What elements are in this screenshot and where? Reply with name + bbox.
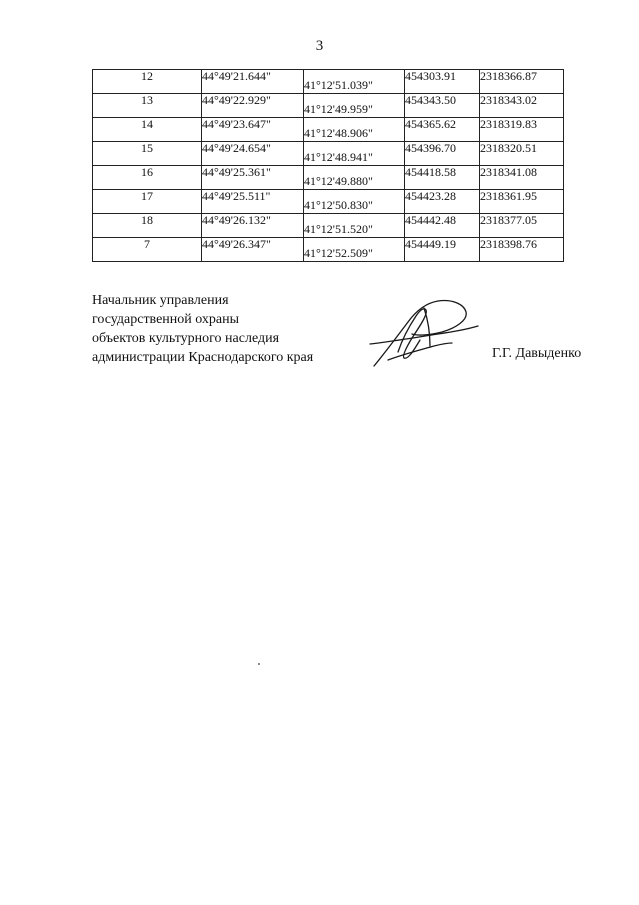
x-coordinate-cell: 454343.50 [405,94,480,118]
x-coordinate-cell: 454303.91 [405,70,480,94]
table-row [93,142,564,166]
point-number-cell: 7 [93,238,202,262]
point-number-cell: 15 [93,142,202,166]
y-coordinate-cell: 2318398.76 [480,238,564,262]
longitude-cell [304,118,405,142]
longitude-text: 41°12'51.039" [304,78,373,92]
latitude-cell: 44°49'26.132" [202,214,304,238]
latitude-cell: 44°49'26.347" [202,238,304,262]
x-coordinate-cell: 454365.62 [405,118,480,142]
longitude-text: 41°12'49.880" [304,174,373,188]
position-line: государственной охраны [92,312,240,327]
position-line: Начальник управления [92,293,229,308]
longitude-text: 41°12'52.509" [304,246,373,260]
y-coordinate-cell: 2318361.95 [480,190,564,214]
longitude-text: 41°12'50.830" [304,198,373,212]
table-row [93,94,564,118]
y-coordinate-cell: 2318320.51 [480,142,564,166]
x-coordinate-cell: 454396.70 [405,142,480,166]
latitude-cell: 44°49'24.654" [202,142,304,166]
longitude-cell [304,214,405,238]
point-number-cell: 14 [93,118,202,142]
coordinates-table [92,69,564,262]
longitude-cell [304,190,405,214]
longitude-cell [304,94,405,118]
x-coordinate-cell: 454418.58 [405,166,480,190]
latitude-cell: 44°49'23.647" [202,118,304,142]
table-row [93,190,564,214]
longitude-cell [304,166,405,190]
point-number-cell: 12 [93,70,202,94]
latitude-cell: 44°49'22.929" [202,94,304,118]
y-coordinate-cell: 2318319.83 [480,118,564,142]
latitude-cell: 44°49'21.644" [202,70,304,94]
table-row [93,214,564,238]
point-number-cell: 18 [93,214,202,238]
latitude-cell: 44°49'25.361" [202,166,304,190]
longitude-text: 41°12'48.906" [304,126,373,140]
point-number-cell: 13 [93,94,202,118]
table-row [93,70,564,94]
position-line: администрации Краснодарского края [92,350,314,365]
scan-speck [258,663,260,665]
coordinates-table-body [93,70,564,262]
x-coordinate-cell: 454449.19 [405,238,480,262]
y-coordinate-cell: 2318366.87 [480,70,564,94]
longitude-cell [304,238,405,262]
y-coordinate-cell: 2318341.08 [480,166,564,190]
y-coordinate-cell: 2318343.02 [480,94,564,118]
longitude-text: 41°12'49.959" [304,102,373,116]
page-number: 3 [315,38,324,54]
latitude-cell: 44°49'25.511" [202,190,304,214]
position-line: объектов культурного наследия [92,331,280,346]
handwritten-signature-icon [368,296,480,370]
point-number-cell: 17 [93,190,202,214]
longitude-cell [304,142,405,166]
signatory-position [92,291,313,367]
x-coordinate-cell: 454423.28 [405,190,480,214]
longitude-text: 41°12'48.941" [304,150,373,164]
y-coordinate-cell: 2318377.05 [480,214,564,238]
longitude-cell [304,70,405,94]
longitude-text: 41°12'51.520" [304,222,373,236]
table-row [93,238,564,262]
table-row [93,118,564,142]
x-coordinate-cell: 454442.48 [405,214,480,238]
table-row [93,166,564,190]
signer-name: Г.Г. Давыденко [492,346,582,361]
point-number-cell: 16 [93,166,202,190]
